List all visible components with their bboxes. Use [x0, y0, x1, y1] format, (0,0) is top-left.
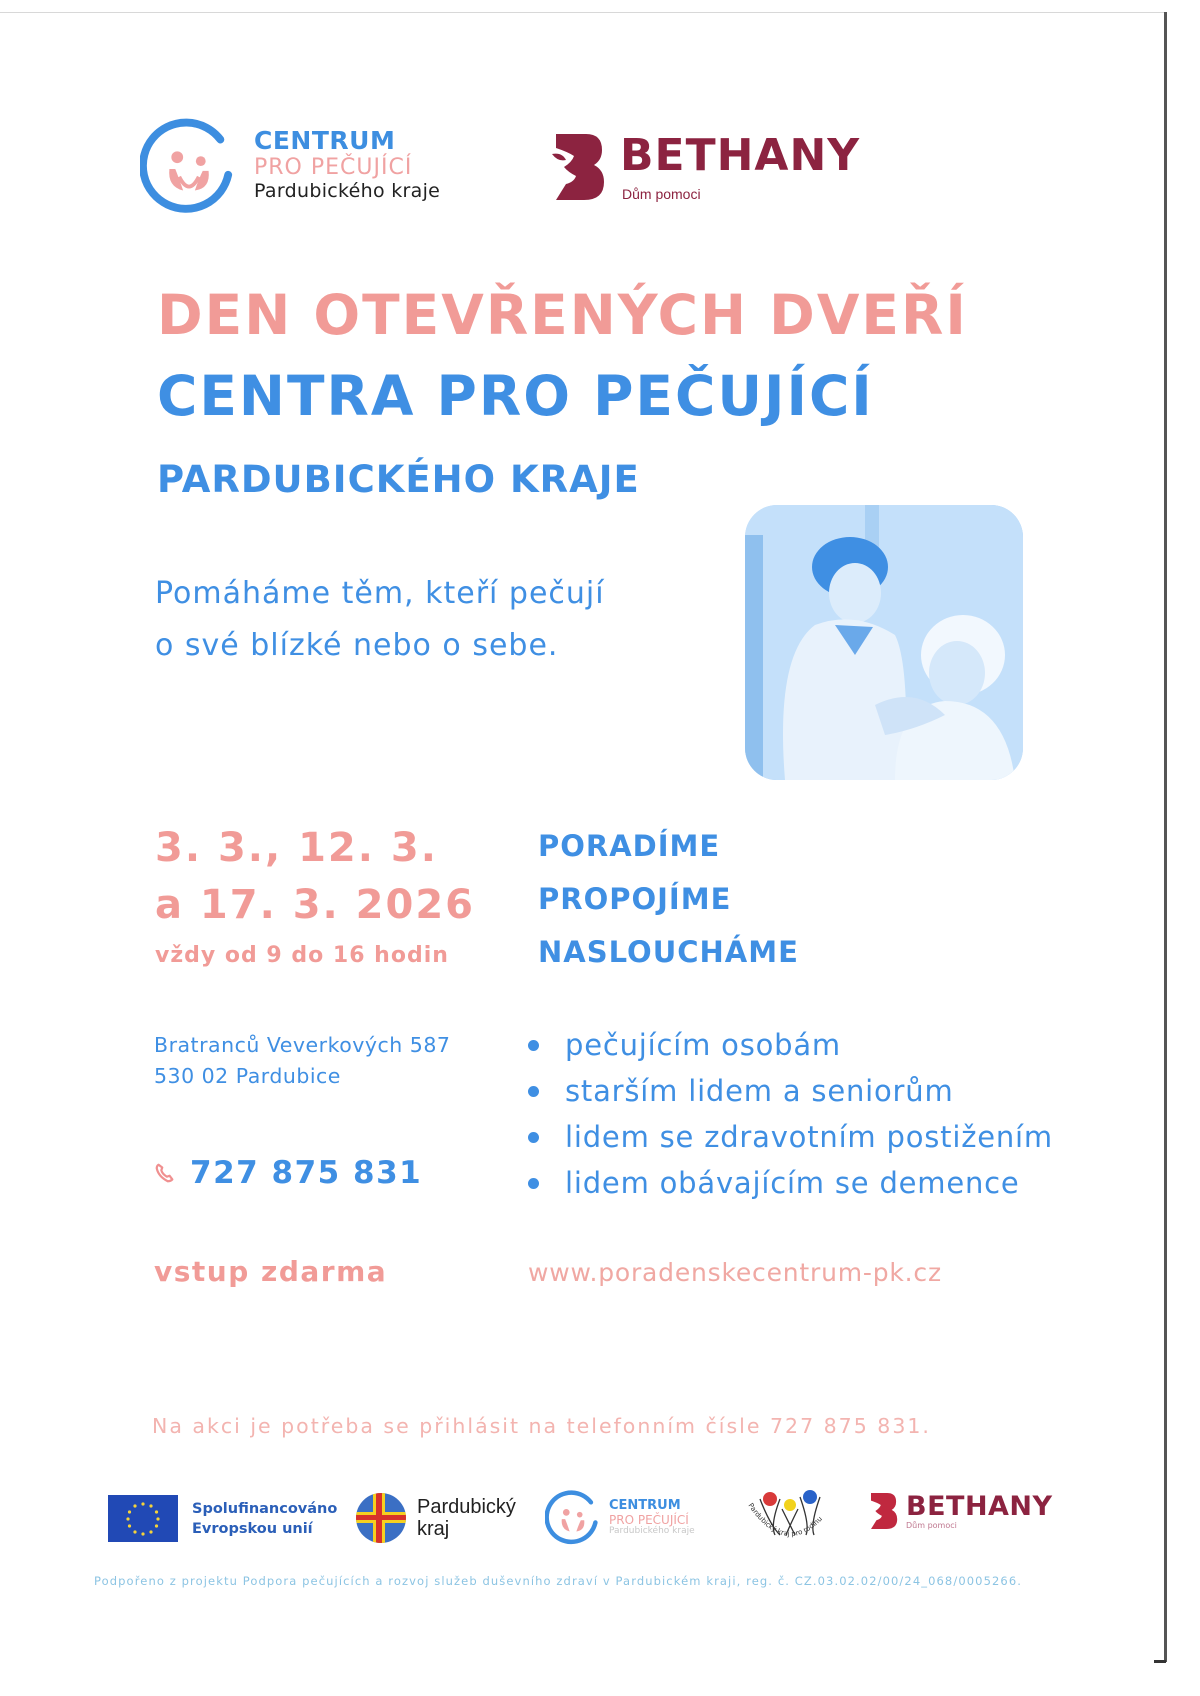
- bethany-logo: [552, 130, 872, 210]
- event-hours: vždy od 9 do 16 hodin: [155, 943, 449, 968]
- list-item: pečujícím osobám: [525, 1022, 1053, 1068]
- footer-centrum-line1: CENTRUM: [609, 1498, 681, 1514]
- address: [154, 1030, 450, 1092]
- footer-bethany-name: BETHANY: [906, 1491, 1053, 1522]
- list-item: starším lidem a seniorům: [525, 1068, 1053, 1114]
- title-line3: PARDUBICKÉHO KRAJE: [157, 458, 640, 501]
- pk-line1: Pardubický: [417, 1496, 516, 1518]
- phone-number[interactable]: 727 875 831: [190, 1155, 423, 1191]
- bullet-icon: [528, 1086, 539, 1097]
- service-verbs: [538, 820, 799, 979]
- list-item: lidem obávajícím se demence: [525, 1160, 1053, 1206]
- address-city: 530 02 Pardubice: [154, 1064, 341, 1088]
- bethany-name: BETHANY: [620, 130, 861, 181]
- phone-icon: [154, 1162, 176, 1184]
- phone-contact: [154, 1155, 422, 1191]
- dates-line2: a 17. 3. 2026: [155, 882, 475, 928]
- family-figures-icon: [740, 1485, 840, 1555]
- bullet-icon: [528, 1178, 539, 1189]
- verb-poradime: PORADÍME: [538, 829, 721, 863]
- svg-text:Pardubický kraj pro rodinu: Pardubický kraj pro rodinu: [746, 1501, 824, 1539]
- footer-centrum-logo: [545, 1490, 695, 1546]
- scan-edge-foot: [1154, 1660, 1166, 1663]
- pardubicky-kraj-pro-rodinu-logo: [740, 1485, 840, 1555]
- title-line2: CENTRA PRO PEČUJÍCÍ: [157, 364, 874, 428]
- centrum-logo-line3: Pardubického kraje: [254, 180, 441, 203]
- scan-edge-top: [0, 12, 1166, 13]
- caregiver-ring-icon: [140, 118, 238, 216]
- footer-bethany-logo: [868, 1493, 1053, 1530]
- centrum-logo-line1: CENTRUM: [254, 126, 396, 155]
- centrum-logo: [140, 118, 450, 218]
- bullet-icon: [528, 1040, 539, 1051]
- caregiver-ring-icon: [545, 1490, 601, 1546]
- pk-line2: kraj: [417, 1518, 450, 1540]
- intro-line1: Pomáháme těm, kteří pečují: [155, 576, 605, 611]
- dates-line1: 3. 3., 12. 3.: [155, 825, 438, 871]
- registration-notice: Na akci je potřeba se přihlásit na telefonním čísle 727 875 831.: [152, 1414, 931, 1438]
- website-link[interactable]: www.poradenskecentrum-pk.cz: [528, 1258, 942, 1287]
- eu-cofunded-logo: [108, 1495, 337, 1542]
- footer-centrum-line3: Pardubického kraje: [609, 1525, 695, 1536]
- caregiver-photo: [745, 505, 1023, 780]
- address-street: Bratranců Veverkových 587: [154, 1033, 451, 1057]
- eu-line1: Spolufinancováno: [192, 1500, 338, 1517]
- event-dates: [155, 820, 475, 934]
- bethany-b-icon: [868, 1493, 898, 1529]
- intro-text: [155, 568, 605, 672]
- pardubicky-kraj-logo: [355, 1492, 516, 1544]
- caregiver-photo-illustration: [745, 505, 1023, 780]
- eu-line2: Evropskou unií: [192, 1520, 313, 1537]
- verb-propojime: PROPOJÍME: [538, 882, 732, 916]
- bethany-b-icon: [552, 134, 604, 200]
- free-entry: vstup zdarma: [154, 1255, 388, 1288]
- title-line1: DEN OTEVŘENÝCH DVEŘÍ: [157, 283, 968, 347]
- project-support-note: Podpořeno z projektu Podpora pečujících a rozvoj služeb duševního zdraví v Pardubickém kraji, reg. č. CZ.03.02.02/00/24_068/0005266.: [94, 1574, 1022, 1588]
- eu-flag-icon: [108, 1495, 178, 1542]
- footer-centrum-line2: PRO PEČUJÍCÍ: [609, 1512, 689, 1527]
- centrum-logo-line2: PRO PEČUJÍCÍ: [254, 155, 413, 181]
- intro-line2: o své blízké nebo o sebe.: [155, 628, 559, 663]
- scan-edge-right: [1164, 12, 1167, 1662]
- footer-bethany-subtitle: Dům pomoci: [906, 1521, 957, 1530]
- target-groups-list: [525, 1022, 1053, 1206]
- pardubicky-kraj-emblem-icon: [355, 1492, 407, 1544]
- bethany-subtitle: Dům pomoci: [622, 186, 701, 202]
- list-item: lidem se zdravotním postižením: [525, 1114, 1053, 1160]
- bullet-icon: [528, 1132, 539, 1143]
- verb-nasloucham: NASLOUCHÁME: [538, 935, 799, 969]
